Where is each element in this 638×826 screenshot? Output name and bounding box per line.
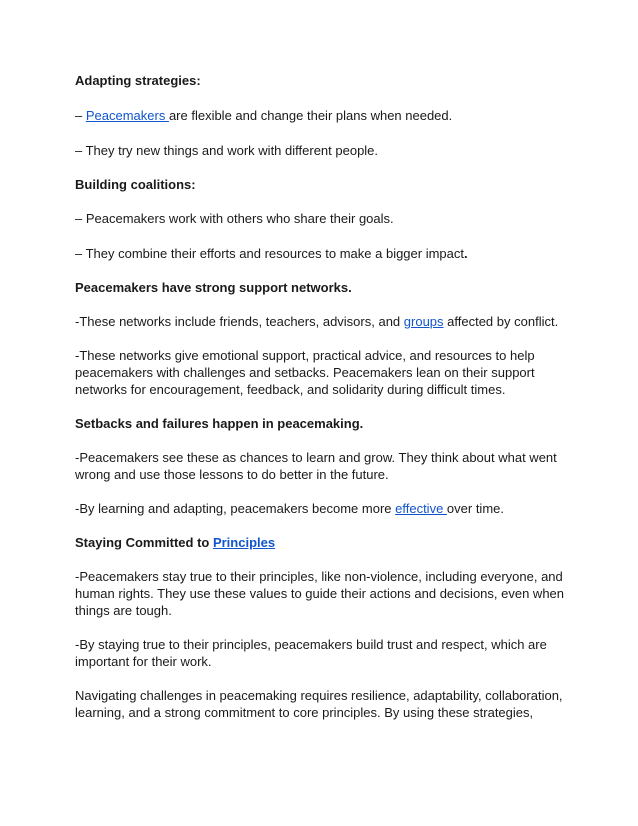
adapting-line-1-suffix: are flexible and change their plans when needed.: [168, 108, 453, 123]
heading-adapting-strategies: Adapting strategies:: [75, 73, 201, 88]
support-line-1-suffix: affected by conflict.: [443, 314, 559, 329]
setbacks-paragraph-2-prefix: -By learning and adapting, peacemakers become more: [75, 501, 396, 516]
heading-setbacks: Setbacks and failures happen in peacemaking.: [75, 416, 364, 431]
setbacks-paragraph-1: -Peacemakers see these as chances to learn and grow. They think about what went wrong and use those lessons to do better in the future.: [75, 450, 557, 482]
heading-staying-committed: [75, 534, 574, 551]
principles-paragraph-2: -By staying true to their principles, peacemakers build trust and respect, which are important for their work.: [75, 637, 547, 669]
groups-link[interactable]: groups: [403, 314, 444, 329]
coalitions-line-2-text: – They combine their efforts and resources to make a bigger impact: [75, 246, 464, 261]
heading-building-coalitions: Building coalitions:: [75, 177, 196, 192]
support-line-1-prefix: -These networks include friends, teachers, advisors, and: [75, 314, 404, 329]
effective-link[interactable]: effective: [395, 501, 447, 516]
support-line-1: [75, 313, 574, 330]
heading-support-networks: Peacemakers have strong support networks.: [75, 280, 352, 295]
peacemakers-link[interactable]: Peacemakers: [85, 108, 169, 123]
conclusion-paragraph: Navigating challenges in peacemaking requires resilience, adaptability, collaboration, learning, and a strong commitment to core principles. By using these strategies,: [75, 688, 563, 720]
coalitions-line-2: [75, 245, 574, 262]
setbacks-paragraph-2: [75, 500, 574, 517]
support-paragraph-2: -These networks give emotional support, practical advice, and resources to help peacemakers with challenges and setbacks. Peacemakers lean on their support networks for encouragement, feedback, and solidarity during difficult times.: [75, 348, 535, 397]
heading-staying-committed-prefix: Staying Committed to: [75, 535, 213, 550]
coalitions-line-1: – Peacemakers work with others who share their goals.: [75, 211, 394, 226]
adapting-line-2: – They try new things and work with different people.: [75, 143, 379, 158]
setbacks-paragraph-2-suffix: over time.: [446, 501, 504, 516]
adapting-line-1: [75, 107, 574, 124]
adapting-line-1-prefix: –: [75, 108, 86, 123]
principles-paragraph-1: -Peacemakers stay true to their principles, like non-violence, including everyone, and human rights. They use these values to guide their actions and decisions, even when things are tough.: [75, 569, 565, 618]
principles-link[interactable]: Principles: [212, 535, 276, 550]
coalitions-line-2-end: .: [464, 246, 468, 261]
